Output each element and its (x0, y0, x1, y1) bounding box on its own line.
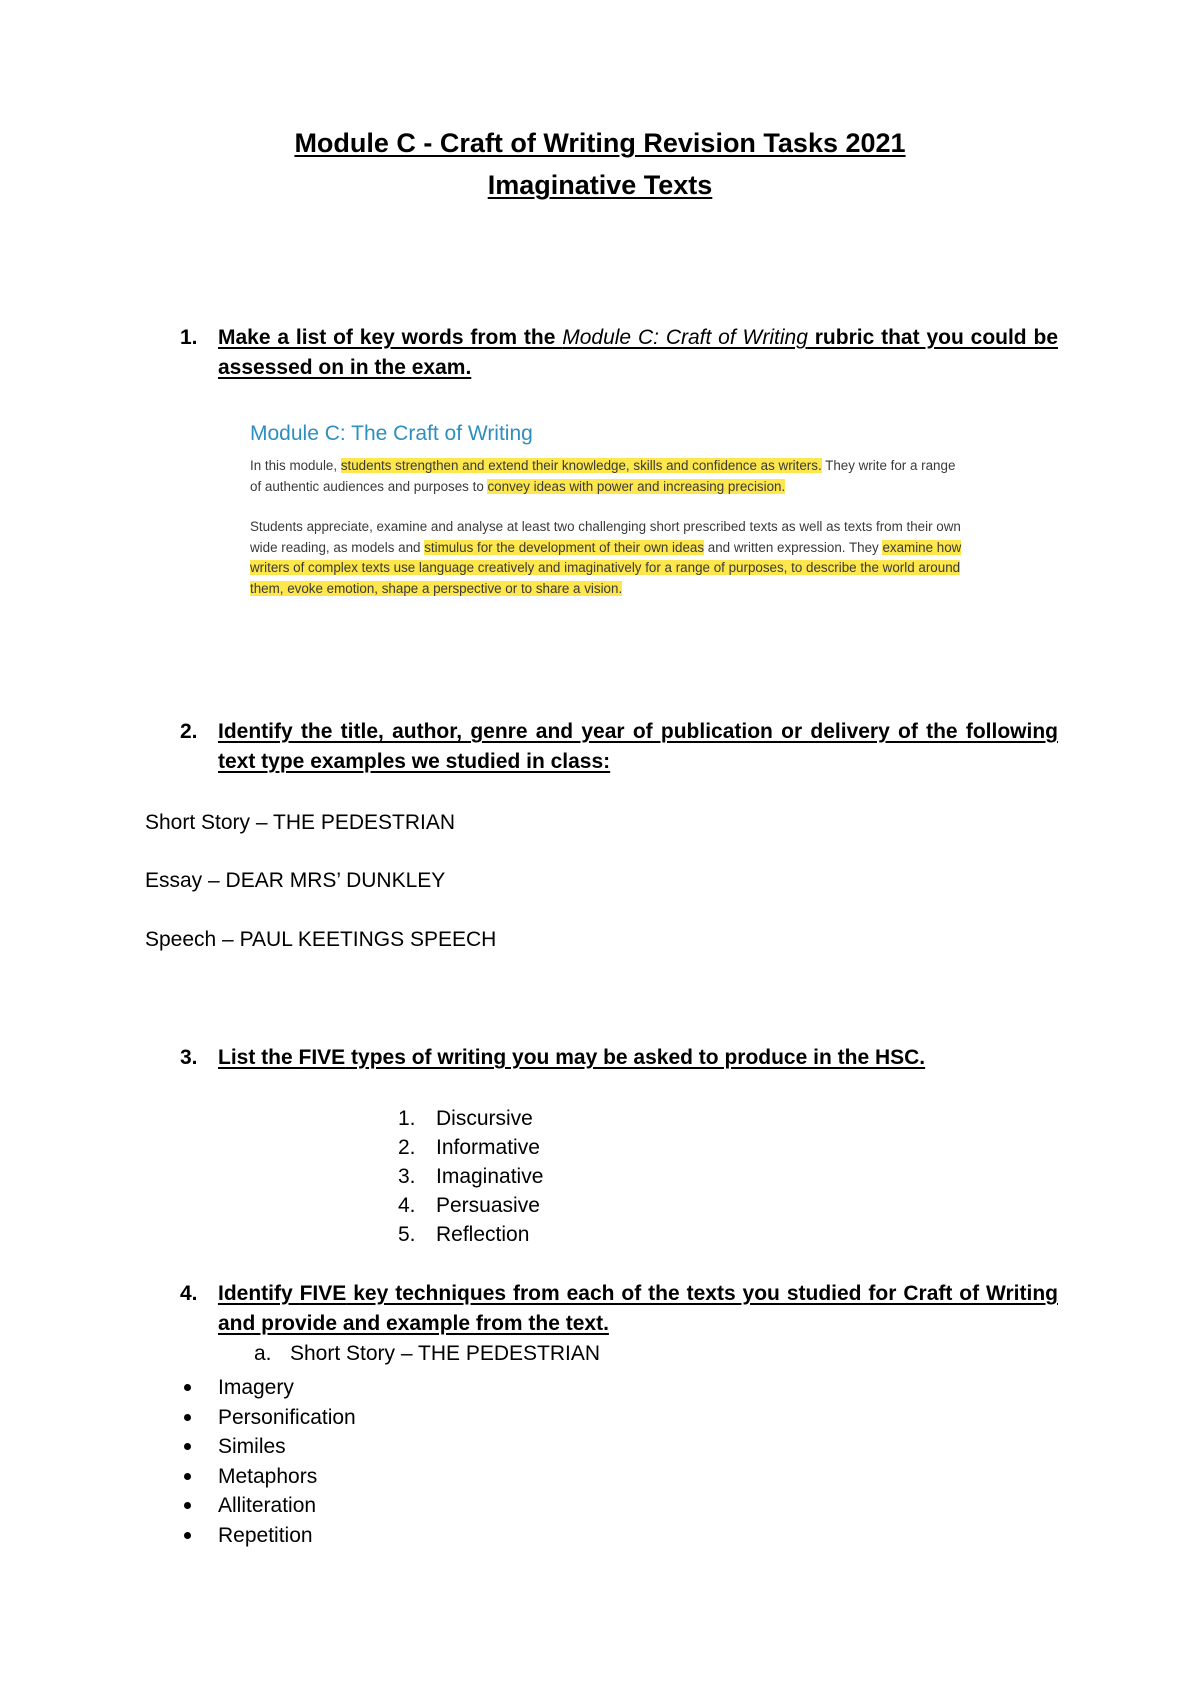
writing-types-list (398, 1104, 543, 1249)
q1-number: 1. (180, 326, 198, 349)
list-item: Metaphors (184, 1462, 356, 1492)
list-item: Alliteration (184, 1491, 356, 1521)
list-item: 1. Discursive (398, 1107, 533, 1130)
list-item: 2. Informative (398, 1136, 540, 1159)
rubric-highlight: convey ideas with power and increasing precision. (487, 478, 786, 494)
q3-number: 3. (180, 1046, 198, 1069)
list-item: 5. Reflection (398, 1223, 530, 1246)
bullet-icon (184, 1532, 191, 1539)
text-example-short-story: Short Story – THE PEDESTRIAN (145, 811, 456, 834)
rubric-paragraph-2: Students appreciate, examine and analyse at least two challenging short prescribed texts as well as texts from their own wide reading, as models and stimulus for the development of their own ideas and written expression. They examine how writers of complex texts use language creatively and imaginatively for a range of purposes, to describe the world around them, evoke emotion, shape a perspective or to share a vision. (250, 519, 962, 596)
list-item: 3. Imaginative (398, 1165, 544, 1188)
list-item: Similes (184, 1432, 356, 1462)
rubric-highlight: examine how writers of complex texts use language creatively and imaginatively for a range of purposes, to describe the world around them, evoke emotion, shape a perspective or to share a vision. (250, 539, 962, 596)
techniques-list (184, 1373, 356, 1550)
rubric-heading: Module C: The Craft of Writing (250, 422, 533, 445)
bullet-icon (184, 1502, 191, 1509)
bullet-icon (184, 1414, 191, 1421)
list-item: Personification (184, 1403, 356, 1433)
document-subtitle: Imaginative Texts (487, 170, 713, 200)
q4-number: 4. (180, 1282, 198, 1305)
document-title: Module C - Craft of Writing Revision Tasks 2021 (294, 128, 906, 158)
q3-text: List the FIVE types of writing you may be asked to produce in the HSC. (218, 1046, 926, 1069)
bullet-icon (184, 1384, 191, 1391)
list-item: Imagery (184, 1373, 356, 1403)
text-example-speech: Speech – PAUL KEETINGS SPEECH (145, 928, 497, 951)
text-example-essay: Essay – DEAR MRS’ DUNKLEY (145, 869, 446, 892)
list-item: Repetition (184, 1521, 356, 1551)
q4-sub-item: a. Short Story – THE PEDESTRIAN (254, 1342, 601, 1365)
rubric-excerpt (250, 422, 970, 599)
q1-text: Make a list of key words from the Module C: Craft of Writing rubric that you could be assessed on in the exam. (218, 326, 1058, 379)
rubric-highlight: students strengthen and extend their knowledge, skills and confidence as writers. (340, 458, 822, 473)
q2-text: Identify the title, author, genre and year of publication or delivery of the following text type examples we studied in class: (218, 720, 1058, 773)
rubric-highlight: stimulus for the development of their own ideas (424, 539, 705, 555)
bullet-icon (184, 1473, 191, 1480)
bullet-icon (184, 1443, 191, 1450)
q4-text: Identify FIVE key techniques from each of the texts you studied for Craft of Writing and provide and example from the text. (218, 1282, 1058, 1335)
list-item: 4. Persuasive (398, 1194, 540, 1217)
rubric-paragraph-1: In this module, students strengthen and extend their knowledge, skills and confidence as writers. They write for a range of authentic audiences and purposes to convey ideas with power and increasing precision. (250, 458, 956, 494)
q2-number: 2. (180, 720, 198, 743)
